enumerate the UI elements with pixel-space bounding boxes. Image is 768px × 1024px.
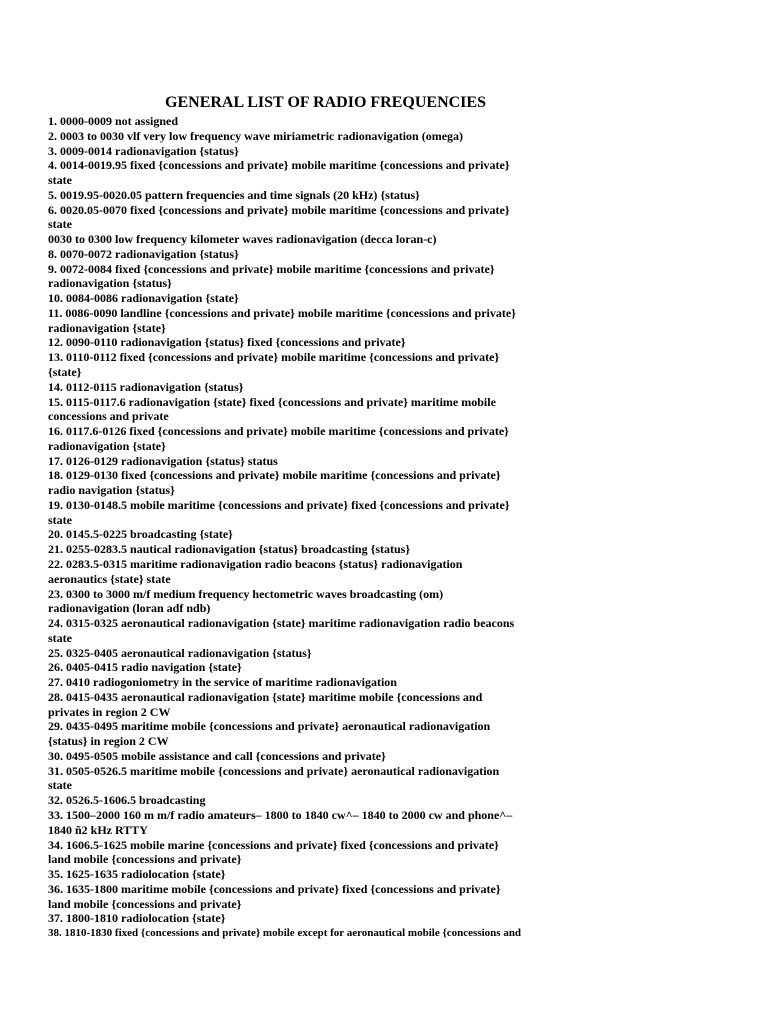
list-line: privates in region 2 CW <box>48 704 171 719</box>
list-line: 13. 0110-0112 fixed {concessions and private} mobile maritime {concessions and private} <box>48 350 500 365</box>
list-line: {status} in region 2 CW <box>48 734 169 749</box>
list-line: 37. 1800-1810 radiolocation {state} <box>48 911 226 926</box>
list-line: radionavigation {state} <box>48 320 166 335</box>
list-line: 2. 0003 to 0030 vlf very low frequency wave miriametric radionavigation (omega) <box>48 128 464 143</box>
list-line: 23. 0300 to 3000 m/f medium frequency hectometric waves broadcasting (om) <box>48 586 444 601</box>
list-line: 3. 0009-0014 radionavigation {status} <box>48 143 239 158</box>
list-line: radio navigation {status} <box>48 483 175 498</box>
list-line: 12. 0090-0110 radionavigation {status} fixed {concessions and private} <box>48 335 406 350</box>
list-line: 34. 1606.5-1625 mobile marine {concessions and private} fixed {concessions and private} <box>48 837 499 852</box>
list-line: aeronautics {state} state <box>48 571 171 586</box>
list-line: 30. 0495-0505 mobile assistance and call {concessions and private} <box>48 748 386 763</box>
list-line: 1840 ñ2 kHz RTTY <box>48 822 148 837</box>
list-line: 27. 0410 radiogoniometry in the service of maritime radionavigation <box>48 675 397 690</box>
list-line: 24. 0315-0325 aeronautical radionavigation {state} maritime radionavigation radio beacons <box>48 616 515 631</box>
list-line: 33. 1500–2000 160 m m/f radio amateurs– 1800 to 1840 cw^– 1840 to 2000 cw and phone^– <box>48 807 513 822</box>
list-line: state <box>48 512 72 527</box>
list-line: radionavigation {status} <box>48 276 172 291</box>
list-line: 4. 0014-0019.95 fixed {concessions and private} mobile maritime {concessions and private} <box>48 158 510 173</box>
list-line: land mobile {concessions and private} <box>48 896 242 911</box>
document-body <box>48 92 553 941</box>
list-line: radionavigation {state} <box>48 438 166 453</box>
list-line: 16. 0117.6-0126 fixed {concessions and private} mobile maritime {concessions and private} <box>48 424 509 439</box>
list-line: 38. 1810-1830 fixed {concessions and private} mobile except for aeronautical mobile {concessions and <box>48 927 522 940</box>
list-line: state <box>48 630 72 645</box>
list-line: 5. 0019.95-0020.05 pattern frequencies and time signals (20 kHz) {status} <box>48 187 420 202</box>
list-line: 26. 0405-0415 radio navigation {state} <box>48 660 242 675</box>
list-line: 17. 0126-0129 radionavigation {status} status <box>48 453 278 468</box>
list-line: 6. 0020.05-0070 fixed {concessions and private} mobile maritime {concessions and private} <box>48 202 510 217</box>
list-line: 9. 0072-0084 fixed {concessions and private} mobile maritime {concessions and private} <box>48 261 495 276</box>
list-line: {state} <box>48 365 82 380</box>
list-line: state <box>48 778 72 793</box>
list-line: land mobile {concessions and private} <box>48 852 242 867</box>
frequency-list <box>48 114 553 941</box>
list-line: 31. 0505-0526.5 maritime mobile {concessions and private} aeronautical radionavigation <box>48 763 500 778</box>
list-line: 8. 0070-0072 radionavigation {status} <box>48 246 239 261</box>
list-line: 11. 0086-0090 landline {concessions and private} mobile maritime {concessions and private} <box>48 305 516 320</box>
list-line: 19. 0130-0148.5 mobile maritime {concessions and private} fixed {concessions and private} <box>48 497 510 512</box>
list-line: 10. 0084-0086 radionavigation {state} <box>48 291 239 306</box>
list-line: 29. 0435-0495 maritime mobile {concessions and private} aeronautical radionavigation <box>48 719 491 734</box>
list-line: state <box>48 217 72 232</box>
list-line: 18. 0129-0130 fixed {concessions and private} mobile maritime {concessions and private} <box>48 468 501 483</box>
list-line: 14. 0112-0115 radionavigation {status} <box>48 379 244 394</box>
list-line: state <box>48 173 72 188</box>
list-line: 28. 0415-0435 aeronautical radionavigation {state} maritime mobile {concessions and <box>48 689 483 704</box>
list-line: 0030 to 0300 low frequency kilometer waves radionavigation (decca loran-c) <box>48 232 437 247</box>
list-line: 21. 0255-0283.5 nautical radionavigation {status} broadcasting {status} <box>48 542 411 557</box>
list-line: 32. 0526.5-1606.5 broadcasting <box>48 793 206 808</box>
list-line: 35. 1625-1635 radiolocation {state} <box>48 867 226 882</box>
list-line: 36. 1635-1800 maritime mobile {concessions and private} fixed {concessions and private} <box>48 881 501 896</box>
list-line: 25. 0325-0405 aeronautical radionavigation {status} <box>48 645 312 660</box>
list-line: 22. 0283.5-0315 maritime radionavigation radio beacons {status} radionavigation <box>48 556 463 571</box>
list-line: 20. 0145.5-0225 broadcasting {state} <box>48 527 233 542</box>
list-line: 15. 0115-0117.6 radionavigation {state} fixed {concessions and private} maritime mobile <box>48 394 496 409</box>
page-title: GENERAL LIST OF RADIO FREQUENCIES <box>165 94 486 111</box>
list-line: 1. 0000-0009 not assigned <box>48 114 179 128</box>
list-line: concessions and private <box>48 409 169 424</box>
list-line: radionavigation (loran adf ndb) <box>48 601 211 616</box>
